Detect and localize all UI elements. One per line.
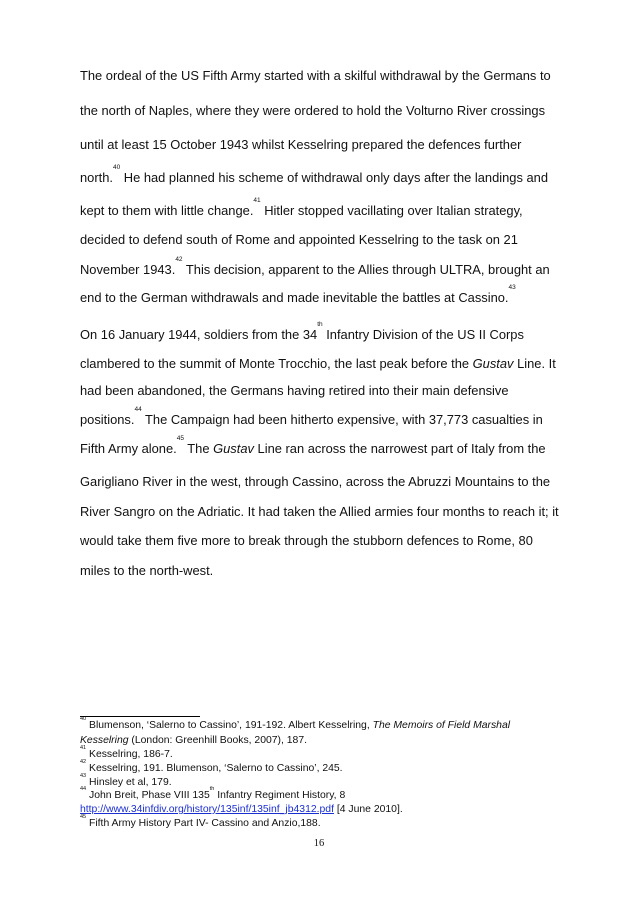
footnote-40-cont: Kesselring (London: Greenhill Books, 2007), 187. xyxy=(80,735,308,746)
text-line: until at least 15 October 1943 whilst Kesselring prepared the defences further xyxy=(80,137,522,152)
footnote-ref-44[interactable]: 44 xyxy=(134,406,142,413)
italic-gustav: Gustav xyxy=(213,441,254,456)
source-link[interactable]: http://www.34infdiv.org/history/135inf/135inf_jb4312.pdf xyxy=(80,804,334,815)
footnote-44: $^{44}$ John Breit, Phase VIII 135th Infantry Regiment History, 8 xyxy=(80,786,346,801)
text-line: would take them five more to break through the stubborn defences to Rome, 80 xyxy=(80,533,533,548)
text-line: the north of Naples, where they were ordered to hold the Volturno River crossings xyxy=(80,103,546,118)
text-line: decided to defend south of Rome and appointed Kesselring to the task on 21 xyxy=(80,232,518,247)
footnote-separator xyxy=(80,716,200,717)
italic-gustav: Gustav xyxy=(472,356,514,371)
footnote-45: $^{45}$ Fifth Army History Part IV- Cassino and Anzio,188. xyxy=(80,814,321,829)
ordinal-suffix: th xyxy=(317,321,323,328)
text-line: end to the German withdrawals and made inevitable the battles at Cassino.$^{43}$ xyxy=(80,284,516,305)
footnote-ref-40[interactable]: 40 xyxy=(112,164,121,171)
text-line: clambered to the summit of Monte Trocchio, the last peak before the Gustav Line. It xyxy=(80,356,556,371)
footnote-43: $^{43}$ Hinsley et al, 179. xyxy=(80,773,172,788)
text-line: November 1943.42 This decision, apparent to the Allies through ULTRA, brought an xyxy=(80,256,550,277)
text-line: miles to the north-west. xyxy=(80,563,214,578)
text-line: positions.$^{44}$ The Campaign had been hitherto expensive, with 37,773 casualties in xyxy=(80,406,543,427)
text-line: Fifth Army alone.$^{45}$ The Gustav Line ran across the narrowest part of Italy from the xyxy=(80,435,546,456)
text-line: Garigliano River in the west, through Cassino, across the Abruzzi Mountains to the xyxy=(80,474,551,489)
text-line: kept to them with little change.$^{41}$ Hitler stopped vacillating over Italian strategy, xyxy=(80,197,523,218)
text-line: On 16 January 1944, soldiers from the 34th Infantry Division of the US II Corps xyxy=(80,321,524,342)
text-line: had been abandoned, the Germans having retired into their main defensive xyxy=(80,383,509,398)
footnote-44-cont: http://www.34infdiv.org/history/135inf/135inf_jb4312.pdf [4 June 2010]. xyxy=(80,804,403,815)
page-number: 16 xyxy=(313,838,325,849)
text-line: River Sangro on the Adriatic. It had taken the Allied armies four months to reach it; it xyxy=(80,504,559,519)
footnote-41: $^{41}$ Kesselring, 186-7. xyxy=(80,745,173,760)
text-line: The ordeal of the US Fifth Army started with a skilful withdrawal by the Germans to xyxy=(80,68,551,83)
footnote-42: $^{42}$ Kesselring, 191. Blumenson, ‘Salerno to Cassino’, 245. xyxy=(80,759,343,774)
footnote-ref-43[interactable]: 43 xyxy=(508,284,516,291)
footnote-ref-41[interactable]: 41 xyxy=(253,197,261,204)
footnote-ref-42[interactable]: 42 xyxy=(175,256,183,263)
footnote-40: $^{40}$ Blumenson, ‘Salerno to Cassino’, 191-192. Albert Kesselring, The Memoirs of Field Marshal xyxy=(80,716,511,731)
footnote-ref-45[interactable]: 45 xyxy=(176,435,184,442)
text-line: north.$^{40}$ He had planned his scheme of withdrawal only days after the landings and xyxy=(80,164,549,185)
